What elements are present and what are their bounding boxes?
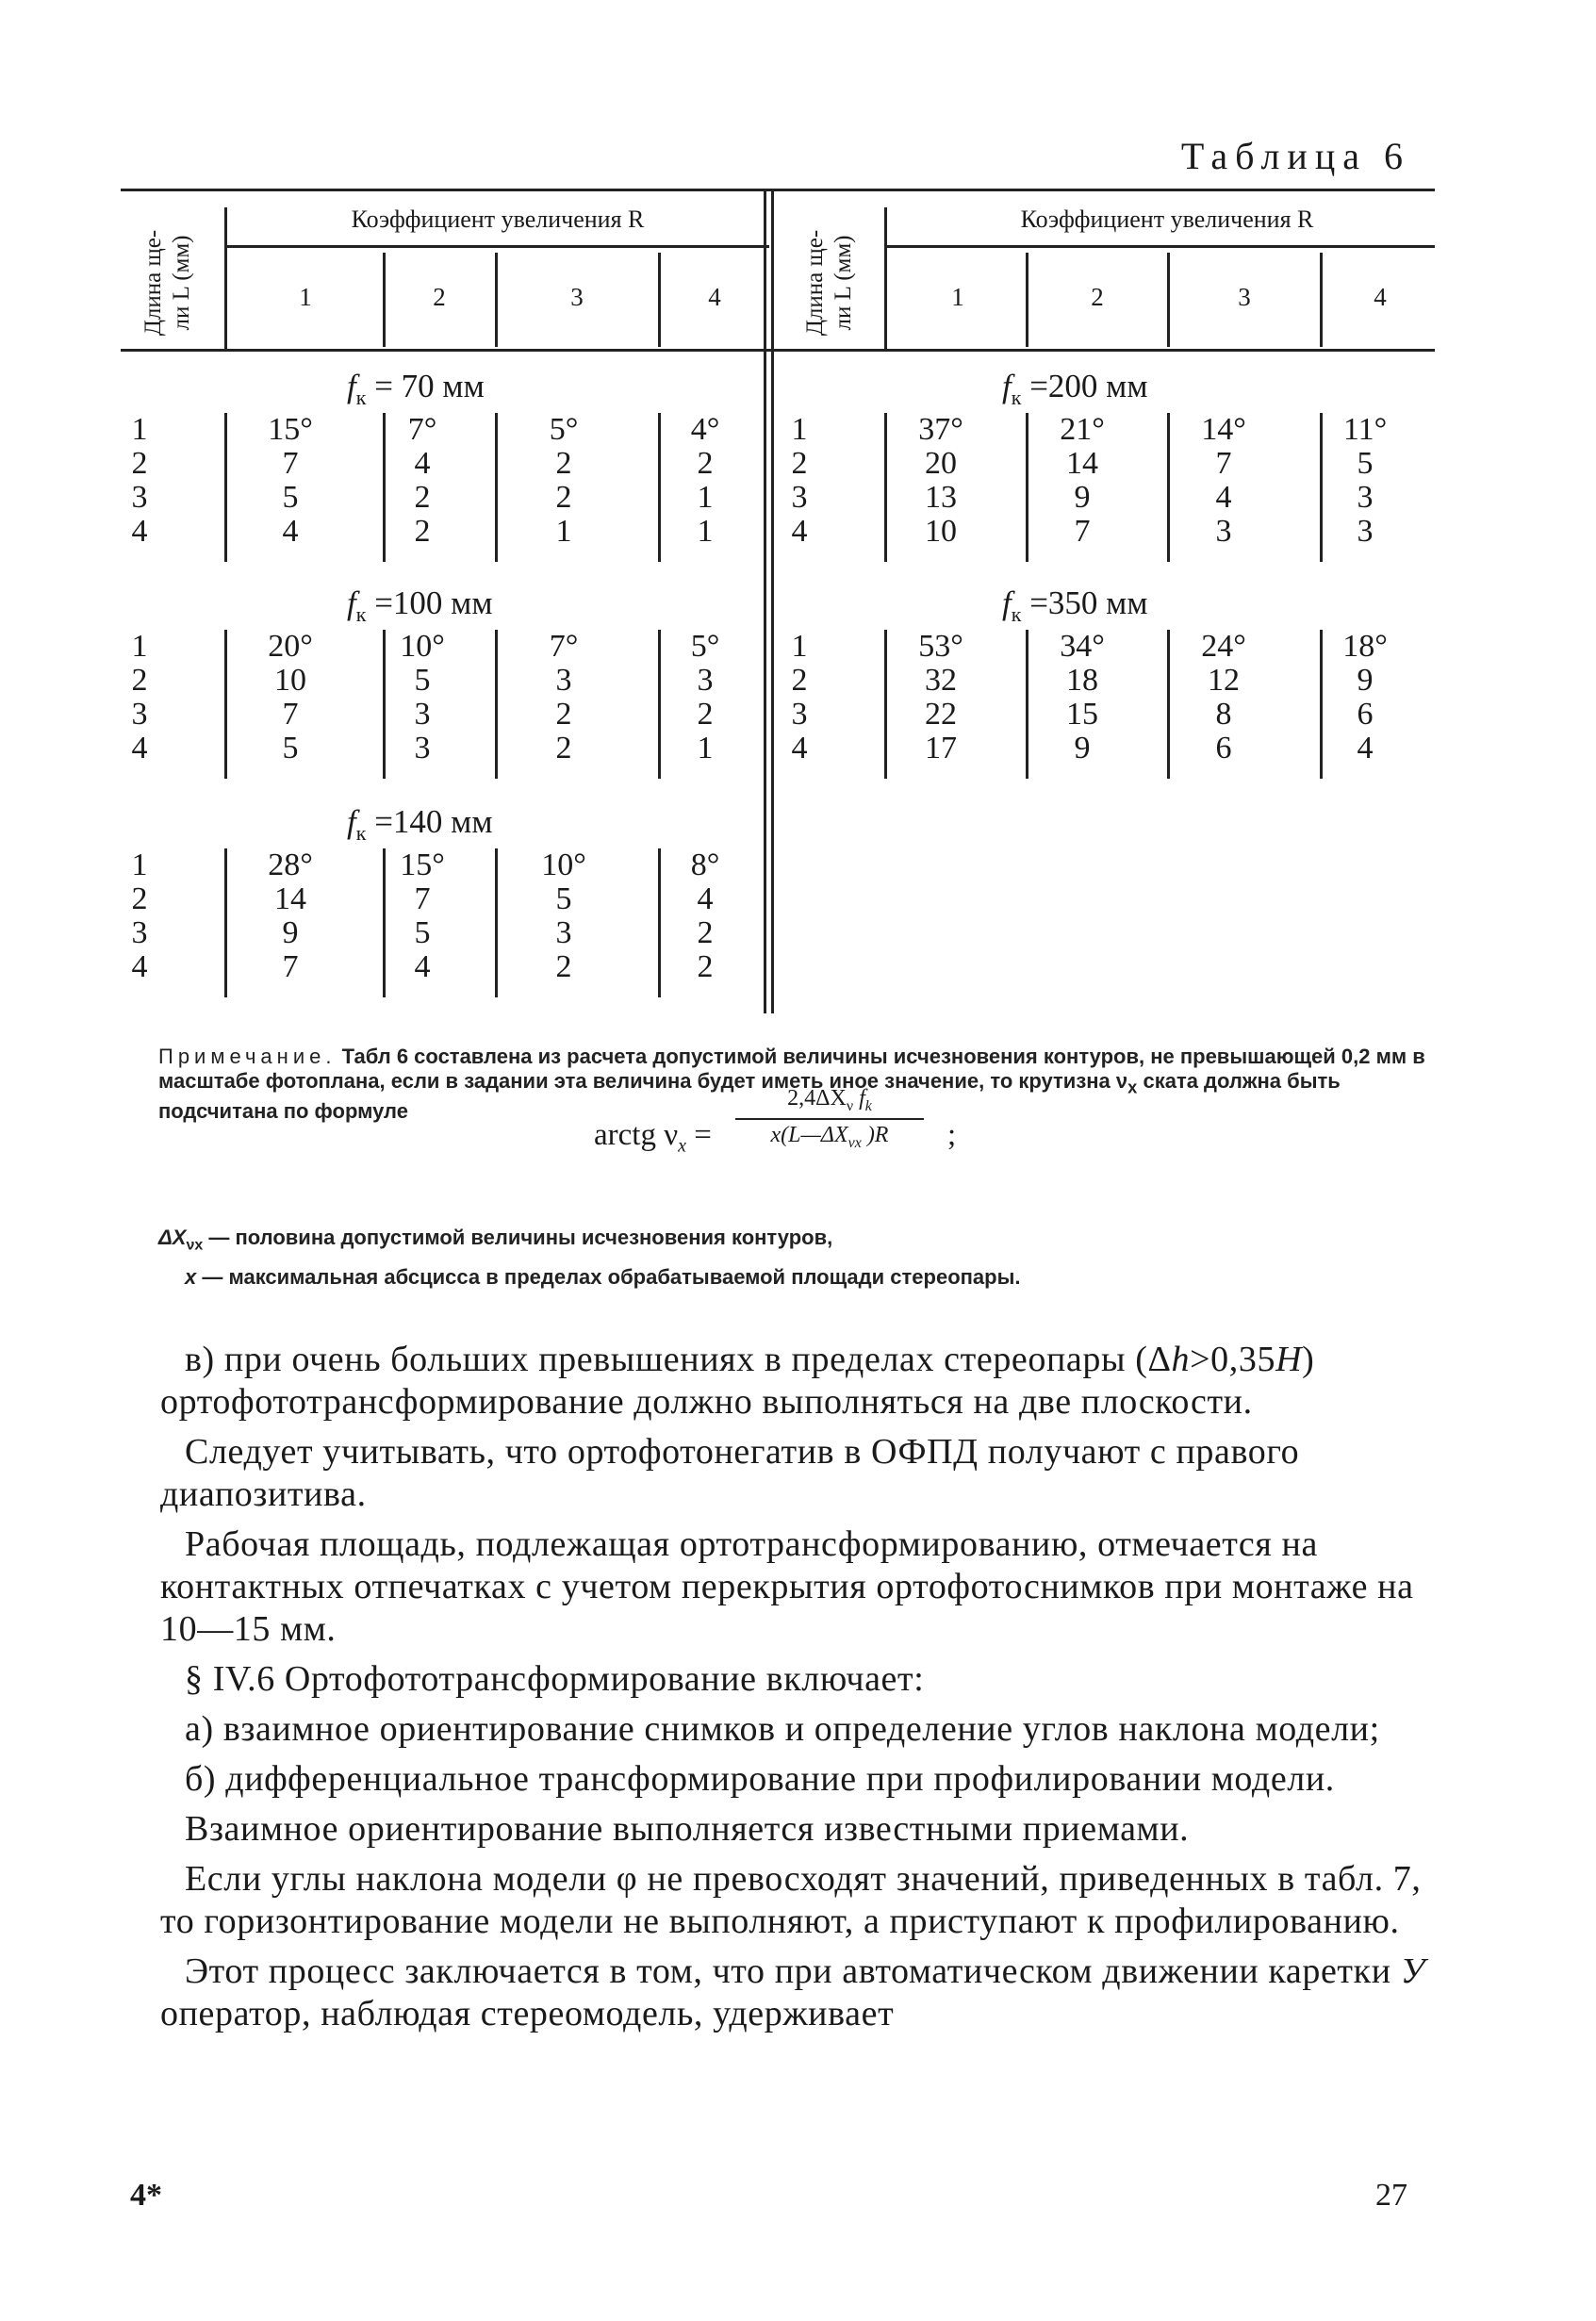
note-sub: x — [1127, 1077, 1138, 1097]
formula-denominator: $x(L—\Delta X_{\nu x}$ )R — [770, 1122, 889, 1151]
group-vsep — [224, 413, 227, 562]
row-label: 4 — [791, 514, 808, 549]
table-cell: 2 — [697, 697, 714, 732]
note-text: Табл 6 составлена из расчета допустимой величины исчезновения контуров, не превышающей 0,2 мм в масштабе фотоплана, если в задании эта величина будет иметь иное значение, то крутизна ν — [158, 1045, 1425, 1093]
group-vsep — [224, 630, 227, 779]
table-cell: 22 — [925, 697, 957, 732]
row-label: 2 — [791, 446, 808, 481]
table-cell: 4 — [282, 514, 299, 549]
row-label: 2 — [131, 663, 148, 698]
table-cell: 6 — [1215, 731, 1232, 765]
definition-1: $\Delta X_{\nu x}$ — половина допустимой величины исчезновения контуров, — [158, 1226, 833, 1254]
table-cell: 2 — [555, 697, 572, 732]
data-table — [121, 189, 1435, 1028]
row-label: 4 — [131, 514, 148, 549]
formula-semicolon: ; — [947, 1118, 957, 1152]
table-cell: 4° — [690, 412, 720, 447]
table-cell: 10 — [925, 514, 957, 549]
table-cell: 1 — [555, 514, 572, 549]
row-label: 1 — [131, 848, 148, 882]
group-title: $f_к =350$ мм — [1002, 584, 1148, 626]
table-cell: 3 — [414, 731, 431, 765]
table-cell: 7 — [1074, 514, 1091, 549]
col-1-left: 1 — [299, 283, 312, 311]
group-vsep — [884, 413, 887, 562]
table-cell: 9 — [282, 915, 299, 950]
table-cell: 3 — [555, 915, 572, 950]
row-label: 2 — [791, 663, 808, 698]
table-cell: 2 — [697, 446, 714, 481]
table-cell: 5 — [555, 881, 572, 916]
col-2-left: 2 — [433, 283, 446, 311]
note-text-end: ската должна быть подсчитана по формуле — [158, 1069, 1341, 1124]
table-cell: 1 — [697, 514, 714, 549]
hdr-vsep — [1320, 253, 1323, 347]
table-cell: 10° — [400, 629, 445, 664]
table-cell: 3 — [1357, 480, 1374, 515]
table-cell: 32 — [925, 663, 957, 698]
definition-2: x — максимальная абсцисса в пределах обрабатываемой площади стереопары. — [185, 1265, 1021, 1290]
group-vsep — [383, 848, 386, 997]
table-cell: 3 — [697, 663, 714, 698]
group-vsep — [495, 630, 498, 779]
table-cell: 8 — [1215, 697, 1232, 732]
group-vsep — [1167, 413, 1170, 562]
table-cell: 7 — [282, 697, 299, 732]
group-vsep — [1320, 413, 1323, 562]
table-cell: 7 — [414, 881, 431, 916]
table-cell: 2 — [414, 480, 431, 515]
table-cell: 5 — [1357, 446, 1374, 481]
table-cell: 5 — [282, 731, 299, 765]
table-cell: 2 — [555, 731, 572, 765]
row-label: 2 — [131, 881, 148, 916]
group-vsep — [658, 630, 661, 779]
table-cell: 2 — [555, 480, 572, 515]
hdr-vsep — [383, 253, 386, 347]
row-label: 3 — [131, 480, 148, 515]
table-top-rule — [121, 189, 1435, 191]
row-label: 1 — [791, 412, 808, 447]
table-cell: 3 — [555, 663, 572, 698]
table-cell: 5° — [690, 629, 720, 664]
hdr-vsep — [658, 253, 661, 347]
left-rowhdr-sep — [224, 207, 227, 349]
page-number: 27 — [1375, 2178, 1407, 2213]
group-vsep — [658, 848, 661, 997]
row-label: 4 — [131, 731, 148, 765]
table-cell: 4 — [414, 446, 431, 481]
table-cell: 10 — [274, 663, 306, 698]
group-vsep — [1026, 630, 1028, 779]
table-cell: 18° — [1342, 629, 1388, 664]
table-cell: 20 — [925, 446, 957, 481]
group-vsep — [884, 630, 887, 779]
table-cell: 11° — [1342, 412, 1388, 447]
center-double-line-a — [764, 189, 766, 1013]
group-vsep — [1320, 630, 1323, 779]
table-cell: 2 — [697, 915, 714, 950]
table-cell: 4 — [1357, 731, 1374, 765]
table-cell: 2 — [697, 949, 714, 984]
table-cell: 1 — [697, 480, 714, 515]
row-label: 3 — [131, 915, 148, 950]
table-cell: 7° — [407, 412, 437, 447]
table-cell: 2 — [555, 949, 572, 984]
paragraph: Следует учитывать, что ортофотонегатив в ОФПД получают с правого диапозитива. — [160, 1432, 1300, 1514]
table-cell: 12 — [1208, 663, 1240, 698]
table-cell: 13 — [925, 480, 957, 515]
formula-fraction — [735, 1086, 924, 1152]
table-cell: 24° — [1201, 629, 1246, 664]
table-cell: 7 — [282, 446, 299, 481]
row-label: 1 — [131, 412, 148, 447]
table-cell: 15° — [268, 412, 313, 447]
table-cell: 14 — [274, 881, 306, 916]
group-title: $f_к =200$ мм — [1002, 368, 1148, 409]
table-cell: 9 — [1074, 480, 1091, 515]
table-cell: 7 — [1215, 446, 1232, 481]
table-cell: 1 — [697, 731, 714, 765]
paragraph: б) дифференциальное трансформирование при профилировании модели. — [185, 1759, 1335, 1799]
table-cell: 2 — [414, 514, 431, 549]
table-cell: 34° — [1060, 629, 1105, 664]
table-cell: 9 — [1074, 731, 1091, 765]
group-vsep — [658, 413, 661, 562]
group-vsep — [1167, 630, 1170, 779]
row-header-left: Длина ще- ли L (мм) — [140, 229, 194, 337]
table-cell: 8° — [690, 848, 720, 882]
col-2-right: 2 — [1091, 283, 1104, 311]
hdr-vsep — [1167, 253, 1170, 347]
paragraph: Взаимное ориентирование выполняется известными приемами. — [185, 1809, 1190, 1849]
table-caption: Таблица 6 — [1180, 135, 1410, 177]
paragraph: Рабочая площадь, подлежащая ортотрансформированию, отмечается на контактных отпечатках с учетом перекрытия ортофотоснимков при монтаже на 10—15 мм. — [160, 1524, 1414, 1649]
table-cell: 14° — [1201, 412, 1246, 447]
group-vsep — [383, 630, 386, 779]
group-title: $f_к =100$ мм — [347, 584, 493, 626]
table-cell: 15° — [400, 848, 445, 882]
formula-numerator: $2,4\Delta X_\nu$ $f_k$ — [735, 1086, 924, 1120]
table-header-rule — [121, 349, 1435, 352]
row-label: 3 — [791, 697, 808, 732]
table-cell: 4 — [414, 949, 431, 984]
table-cell: 14 — [1066, 446, 1098, 481]
col-3-right: 3 — [1238, 283, 1251, 311]
table-cell: 18 — [1066, 663, 1098, 698]
table-cell: 5 — [414, 663, 431, 698]
row-label: 2 — [131, 446, 148, 481]
coef-header-left: Коэффициент увеличения R — [351, 206, 645, 233]
table-cell: 5 — [282, 480, 299, 515]
row-label: 1 — [131, 629, 148, 664]
table-cell: 9 — [1357, 663, 1374, 698]
group-vsep — [1026, 413, 1028, 562]
formula-lhs: arctg $\nu_x$ = — [594, 1118, 712, 1157]
body-text — [160, 1339, 1438, 2043]
table-cell: 7° — [549, 629, 579, 664]
table-cell: 3 — [414, 697, 431, 732]
table-cell: 3 — [1215, 514, 1232, 549]
row-label: 4 — [791, 731, 808, 765]
group-title: $f_к = 70$ мм — [347, 368, 485, 409]
table-cell: 3 — [1357, 514, 1374, 549]
group-vsep — [383, 413, 386, 562]
paragraph: Если углы наклона модели φ не превосходят значений, приведенных в табл. 7, то горизонтирование модели не выполняют, а приступают к профилированию. — [160, 1859, 1422, 1941]
group-vsep — [224, 848, 227, 997]
table-cell: 37° — [918, 412, 963, 447]
right-coef-rule — [884, 245, 1435, 248]
col-4-right: 4 — [1374, 283, 1387, 311]
paragraph: § IV.6 Ортофототрансформирование включает: — [185, 1659, 925, 1699]
note-label: Примечание. — [158, 1045, 337, 1068]
hdr-vsep — [1026, 253, 1028, 347]
col-4-left: 4 — [708, 283, 721, 311]
center-double-line-b — [771, 189, 774, 1013]
hdr-vsep — [495, 253, 498, 347]
col-1-right: 1 — [951, 283, 964, 311]
table-cell: 7 — [282, 949, 299, 984]
table-cell: 6 — [1357, 697, 1374, 732]
note-definitions — [158, 1226, 1440, 1290]
table-cell: 4 — [697, 881, 714, 916]
col-3-left: 3 — [570, 283, 584, 311]
signature-mark: 4* — [130, 2178, 162, 2213]
row-label: 4 — [131, 949, 148, 984]
paragraph: в) при очень больших превышениях в пределах стереопары (Δh>0,35H) ортофототрансформирование должно выполняться на две плоскости. — [160, 1340, 1315, 1422]
group-vsep — [495, 848, 498, 997]
row-label: 1 — [791, 629, 808, 664]
group-vsep — [495, 413, 498, 562]
table-cell: 20° — [268, 629, 313, 664]
table-cell: 10° — [541, 848, 586, 882]
table-cell: 28° — [268, 848, 313, 882]
table-cell: 2 — [555, 446, 572, 481]
row-label: 3 — [791, 480, 808, 515]
row-label: 3 — [131, 697, 148, 732]
table-cell: 5° — [549, 412, 579, 447]
table-cell: 53° — [918, 629, 963, 664]
table-cell: 21° — [1060, 412, 1105, 447]
row-header-right: Длина ще- ли L (мм) — [802, 229, 856, 337]
paragraph: а) взаимное ориентирование снимков и определение углов наклона модели; — [185, 1709, 1380, 1749]
table-cell: 15 — [1066, 697, 1098, 732]
group-title: $f_к =140$ мм — [347, 803, 493, 845]
table-cell: 5 — [414, 915, 431, 950]
right-rowhdr-sep — [884, 207, 887, 349]
paragraph: Этот процесс заключается в том, что при автоматическом движении каретки У оператор, наблюдая стереомодель, удерживает — [160, 1951, 1425, 2033]
table-cell: 17 — [925, 731, 957, 765]
left-coef-rule — [224, 245, 769, 248]
coef-header-right: Коэффициент увеличения R — [1020, 206, 1314, 233]
table-cell: 4 — [1215, 480, 1232, 515]
